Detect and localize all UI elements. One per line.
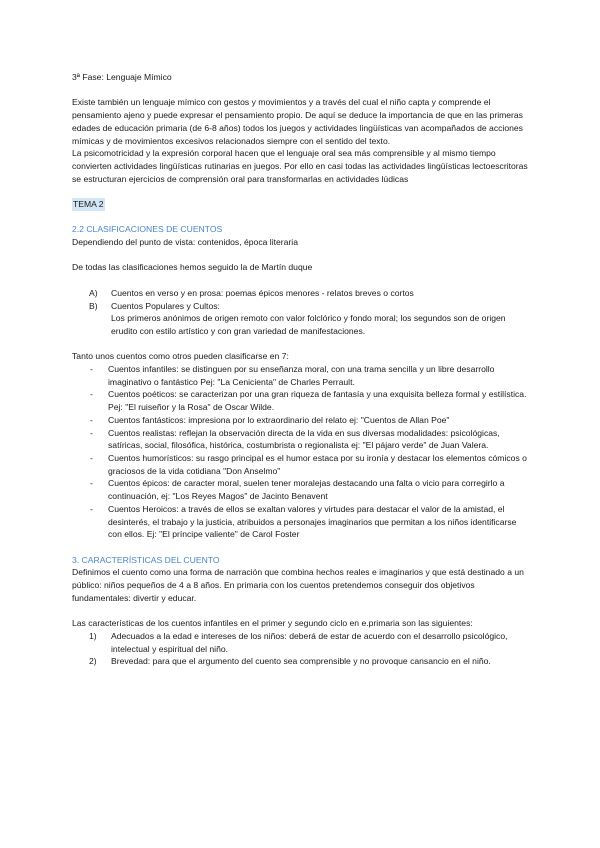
list-item-text: Cuentos fantásticos: impresiona por lo extraordinario del relato ej: "Cuentos de Allan Poe" xyxy=(108,414,450,425)
list-item-body xyxy=(107,300,532,338)
list-item-text: Cuentos en verso y en prosa: poemas épicos menores - relatos breves o cortos xyxy=(111,287,414,298)
section-22-intro: Dependiendo del punto de vista: contenidos, época literaria xyxy=(72,237,298,248)
list-item-text: Adecuados a la edad e intereses de los niños: deberá de estar de acuerdo con el desarrollo psicológico, intelectual y espiritual del niño. xyxy=(111,630,508,654)
list-item-text: Cuentos infantiles: se distinguen por su enseñanza moral, con una trama sencilla y un libre desarrollo imaginativo o fantástico Pej: "La Cenicienta" de Charles Perrault. xyxy=(108,364,495,387)
list-marker: B) xyxy=(89,300,98,311)
ab-list xyxy=(72,287,532,338)
list-item xyxy=(72,287,532,300)
dash-marker: - xyxy=(90,478,93,489)
caracteristicas-intro: Las características de los cuentos infantiles en el primer y segundo ciclo en e.primaria son las siguientes: xyxy=(72,618,473,629)
dash-marker: - xyxy=(90,389,93,400)
dash-marker: - xyxy=(90,427,93,438)
list-item xyxy=(72,477,532,502)
section-3-paragraph: Definimos el cuento como una forma de narración que combina hechos reales e imaginarios y que está destinado a un público: niños pequeños de 4 a 8 años. En primaria con los cuentos pretendemos conseguir dos objetivos fundamentales: divertir y educar. xyxy=(72,567,524,603)
list-item xyxy=(72,414,532,427)
dash-marker: - xyxy=(90,503,93,514)
list-item-text: Brevedad: para que el argumento del cuento sea comprensible y no provoque cansancio en el niño. xyxy=(111,656,491,667)
list-marker: 1) xyxy=(89,630,97,641)
list-item xyxy=(72,427,532,452)
dash-marker: - xyxy=(90,414,93,425)
list-item xyxy=(72,388,532,413)
tema-heading xyxy=(72,198,532,211)
fase-paragraph-1: Existe también un lenguaje mímico con gestos y movimientos y a través del cual el niño capta y comprende el pensamiento ajeno y puede expresar el pensamiento propio. De aquí se deduce la importancia de que en las primeras edades de educación primaria (de 6-8 años) todos los juegos y actividades lingüísticas van acompañados de acciones mímicas y de movimientos excesivos relacionados siempre con el sentido del texto. xyxy=(72,97,523,146)
list-item-text: Cuentos Heroicos: a través de ellos se exaltan valores y virtudes para destacar el valor de la amistad, el desinterés, el trabajo y la justicia, atribuidos a personajes imaginarios que permitan a los niños identificarse con ellos. Ej: "El príncipe valiente" de Carol Foster xyxy=(108,503,517,540)
list-item xyxy=(72,503,532,541)
section-3-title: 3. CARACTERÍSTICAS DEL CUENTO xyxy=(72,554,220,565)
siete-intro: Tanto unos cuentos como otros pueden clasificarse en 7: xyxy=(72,351,289,362)
clasificaciones-line: De todas las clasificaciones hemos seguido la de Martín duque xyxy=(72,262,313,273)
dash-marker: - xyxy=(90,364,93,375)
list-item xyxy=(72,655,532,668)
list-item-text: Cuentos humorísticos: su rasgo principal es el humor estaca por su ironía y destacar los elementos cómicos o graciosos de la vida cotidiana "Don Anselmo" xyxy=(108,453,527,476)
b-detail: Los primeros anónimos de origen remoto con valor folclórico y fondo moral; los segundos son de origen erudito con estilo artístico y con gran variedad de manifestaciones. xyxy=(111,313,506,336)
document-content xyxy=(72,71,532,668)
list-item xyxy=(72,452,532,477)
dash-marker: - xyxy=(90,453,93,463)
list-item xyxy=(72,630,532,655)
list-item xyxy=(72,363,532,388)
list-item-text: Cuentos poéticos: se caracterizan por una gran riqueza de fantasía y una exquisita belleza formal y estilística. Pej: "El ruiseñor y la Rosa" de Oscar Wilde. xyxy=(108,389,527,413)
tipos-list xyxy=(72,363,532,541)
list-item-text: Cuentos realistas: reflejan la observación directa de la vida en sus diversas modalidades: psicológicas, satíricas, social, filosófica, histórica, costumbrista o regionalista ej: "El pájaro verde" de Juan Valera. xyxy=(108,427,500,451)
num-list xyxy=(72,630,532,668)
list-marker: A) xyxy=(89,287,98,298)
fase-paragraph-2: La psicomotricidad y la expresión corporal hacen que el lenguaje oral sea más comprensible y al mismo tiempo convierten actividades lingüísticas rutinarias en juegos. Por ello en casi todas las actividades lingüísticas lectoescritoras se estructuran ejercicios de comprensión oral para transformarlas en actividades lúdicas xyxy=(72,148,528,184)
list-item-text: Cuentos épicos: de caracter moral, suelen tener moralejas destacando una falta o vicio para corregirlo a continuación, ej: "Los Reyes Magos" de Jacinto Benavent xyxy=(108,478,505,502)
list-item-text: Cuentos Populares y Cultos: xyxy=(111,300,220,311)
fase-title: 3ª Fase: Lenguaje Mímico xyxy=(72,72,172,82)
section-22-title: 2.2 CLASIFICACIONES DE CUENTOS xyxy=(72,224,223,235)
tema-label: TEMA 2 xyxy=(73,199,104,209)
list-item xyxy=(72,300,532,338)
list-marker: 2) xyxy=(89,656,97,667)
